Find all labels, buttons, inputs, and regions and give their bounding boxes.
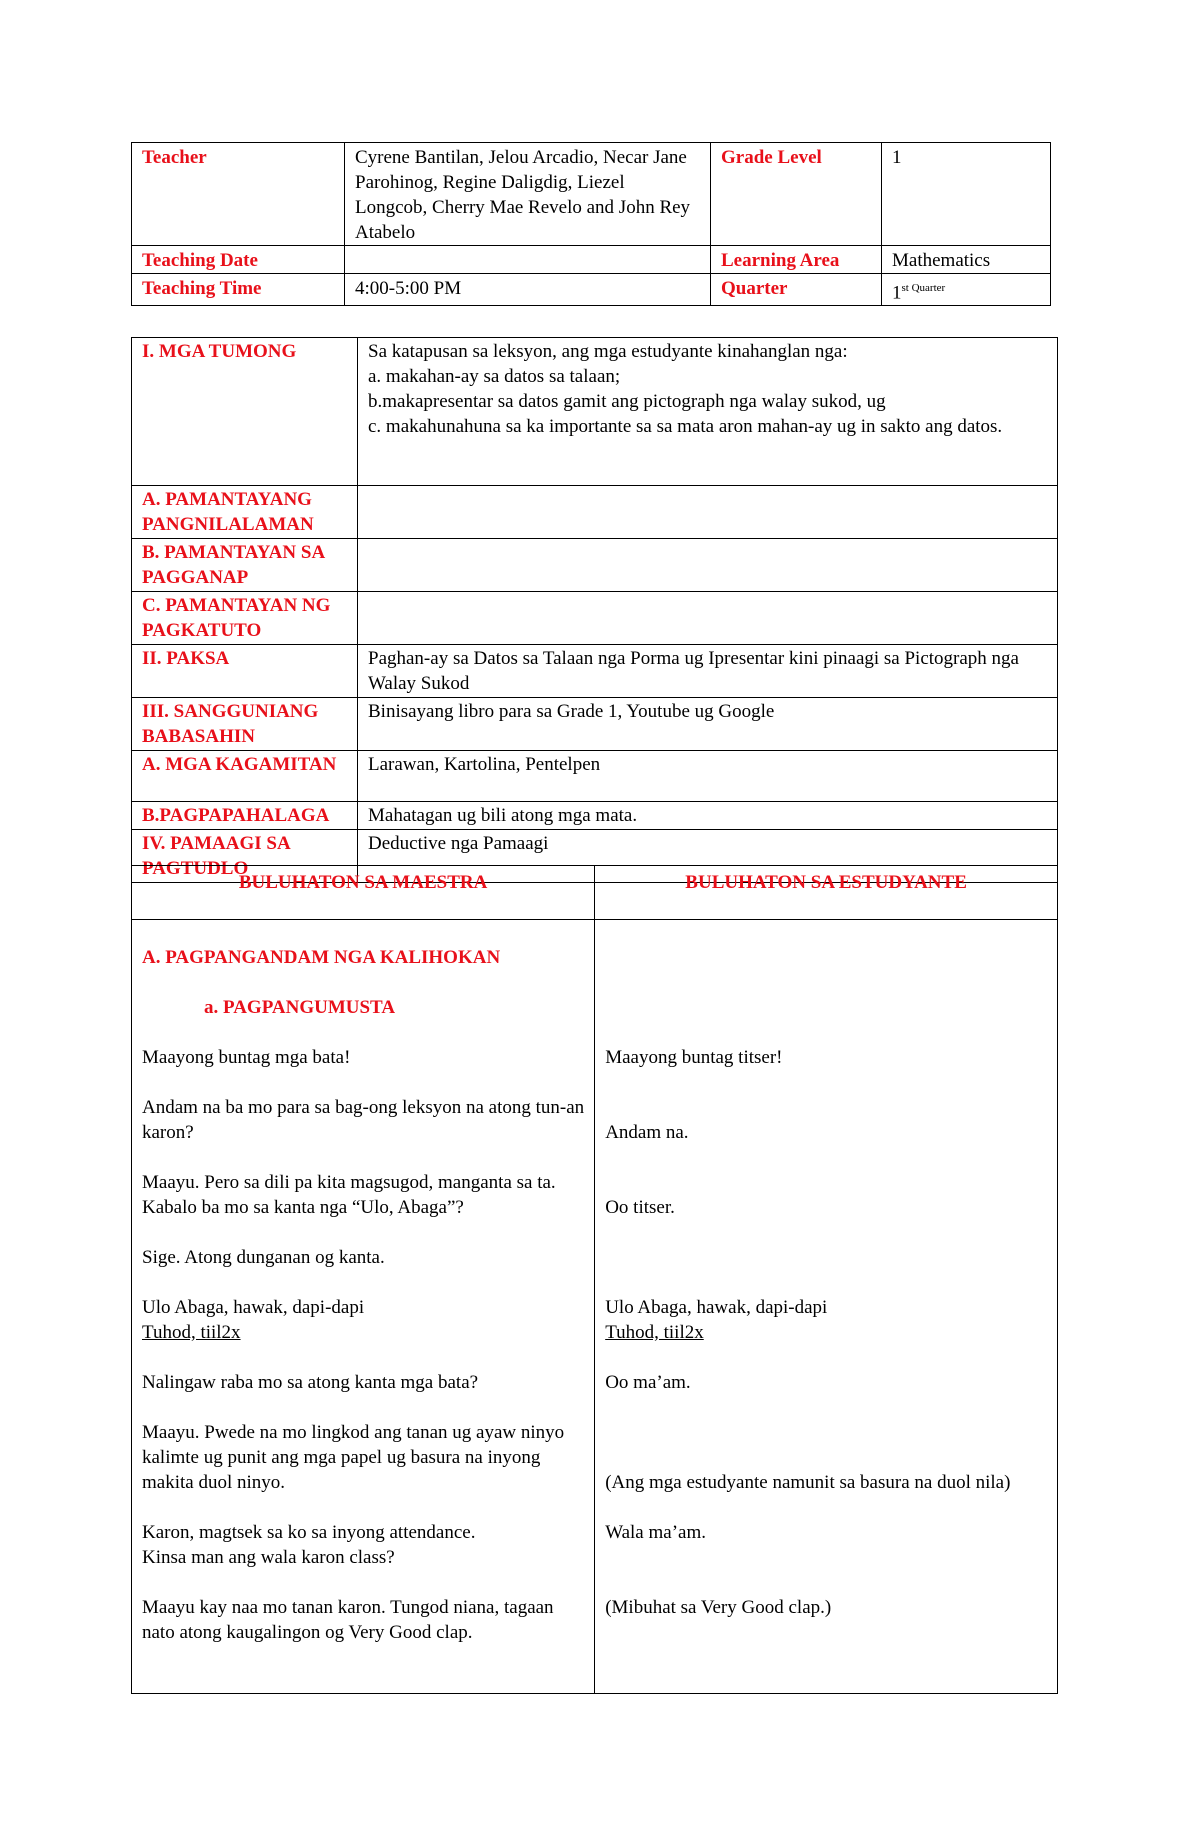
teaching-time-label: Teaching Time [132, 274, 345, 306]
teacher-line: Nalingaw raba mo sa atong kanta mga bata? [142, 1372, 479, 1393]
teacher-line: Kinsa man ang wala karon class? [142, 1547, 395, 1568]
quarter-suffix: st Quarter [901, 282, 946, 294]
student-line: Oo ma’am. [605, 1372, 691, 1393]
topic-value: Paghan-ay sa Datos sa Talaan nga Porma ug Ipresentar kini pinaagi sa Pictograph nga Walay Sukod [358, 645, 1058, 698]
performance-standard-label: B. PAMANTAYAN SA PAGGANAP [132, 539, 358, 592]
lesson-info-table [131, 142, 1051, 306]
objectives-value [358, 338, 1058, 486]
grade-level-value: 1 [882, 143, 1051, 246]
objectives-line: c. makahunahuna sa ka importante sa sa mata aron mahan-ay ug in sakto ang datos. [368, 416, 1003, 437]
learning-area-label: Learning Area [711, 246, 882, 274]
method-label: IV. PAMAAGI SA PAGTUDLO [132, 830, 358, 883]
teacher-line: Tuhod, tiil2x [142, 1322, 241, 1343]
student-line: (Mibuhat sa Very Good clap.) [605, 1597, 832, 1618]
references-label: III. SANGGUNIANG BABASAHIN [132, 698, 358, 751]
student-line: Ulo Abaga, hawak, dapi-dapi [605, 1297, 828, 1318]
teacher-line: Ulo Abaga, hawak, dapi-dapi [142, 1297, 365, 1318]
content-standard-value [358, 486, 1058, 539]
values-value: Mahatagan ug bili atong mga mata. [358, 802, 1058, 830]
teacher-label: Teacher [132, 143, 345, 246]
teaching-date-label: Teaching Date [132, 246, 345, 274]
student-line: Oo titser. [605, 1197, 675, 1218]
references-value: Binisayang libro para sa Grade 1, Youtube ug Google [358, 698, 1058, 751]
teacher-activities-header: BULUHATON SA MAESTRA [132, 866, 595, 920]
student-line: Wala ma’am. [605, 1522, 706, 1543]
teacher-line: Andam na ba mo para sa bag-ong leksyon na atong tun-an karon? [142, 1097, 585, 1143]
teacher-line: Maayu. Pwede na mo lingkod ang tanan ug ayaw ninyo kalimte ug punit ang mga papel ug basura na inyong makita duol ninyo. [142, 1422, 565, 1493]
student-line: Tuhod, tiil2x [605, 1322, 704, 1343]
teacher-line: Maayong buntag mga bata! [142, 1047, 351, 1068]
grade-level-label: Grade Level [711, 143, 882, 246]
teacher-line: Sige. Atong dunganan og kanta. [142, 1247, 385, 1268]
learning-area-value: Mathematics [882, 246, 1051, 274]
student-activities-column [595, 920, 1058, 1694]
teacher-line: Karon, magtsek sa ko sa inyong attendance. [142, 1522, 476, 1543]
lesson-plan-table [131, 337, 1058, 883]
materials-value: Larawan, Kartolina, Pentelpen [358, 751, 1058, 802]
quarter-value [882, 274, 1051, 306]
teacher-line: Maayu kay naa mo tanan karon. Tungod niana, tagaan nato atong kaugalingon og Very Good clap. [142, 1597, 554, 1643]
learning-competency-value [358, 592, 1058, 645]
quarter-label: Quarter [711, 274, 882, 306]
teacher-line: Maayu. Pero sa dili pa kita magsugod, manganta sa ta. Kabalo ba mo sa kanta nga “Ulo, Abaga”? [142, 1172, 556, 1218]
objectives-line: Sa katapusan sa leksyon, ang mga estudyante kinahanglan nga: [368, 341, 848, 362]
student-line: (Ang mga estudyante namunit sa basura na duol nila) [605, 1472, 1011, 1493]
method-value: Deductive nga Pamaagi [358, 830, 1058, 883]
performance-standard-value [358, 539, 1058, 592]
values-label: B.PAGPAPAHALAGA [132, 802, 358, 830]
objectives-line: b.makapresentar sa datos gamit ang pictograph nga walay sukod, ug [368, 391, 886, 412]
student-activities-header: BULUHATON SA ESTUDYANTE [595, 866, 1058, 920]
procedure-table [131, 865, 1058, 1694]
section-title: A. PAGPANGANDAM NGA KALIHOKAN [142, 947, 501, 968]
student-line: Andam na. [605, 1122, 689, 1143]
objectives-label: I. MGA TUMONG [132, 338, 358, 486]
subsection-title: a. PAGPANGUMUSTA [204, 997, 396, 1018]
objectives-line: a. makahan-ay sa datos sa talaan; [368, 366, 621, 387]
learning-competency-label: C. PAMANTAYAN NG PAGKATUTO [132, 592, 358, 645]
materials-label: A. MGA KAGAMITAN [132, 751, 358, 802]
teacher-value: Cyrene Bantilan, Jelou Arcadio, Necar Jane Parohinog, Regine Daligdig, Liezel Longcob, Cherry Mae Revelo and John Rey Atabelo [345, 143, 711, 246]
teaching-date-value [345, 246, 711, 274]
student-line: Maayong buntag titser! [605, 1047, 783, 1068]
content-standard-label: A. PAMANTAYANG PANGNILALAMAN [132, 486, 358, 539]
quarter-number: 1 [892, 282, 902, 304]
teacher-activities-column [132, 920, 595, 1694]
teaching-time-value: 4:00-5:00 PM [345, 274, 711, 306]
topic-label: II. PAKSA [132, 645, 358, 698]
